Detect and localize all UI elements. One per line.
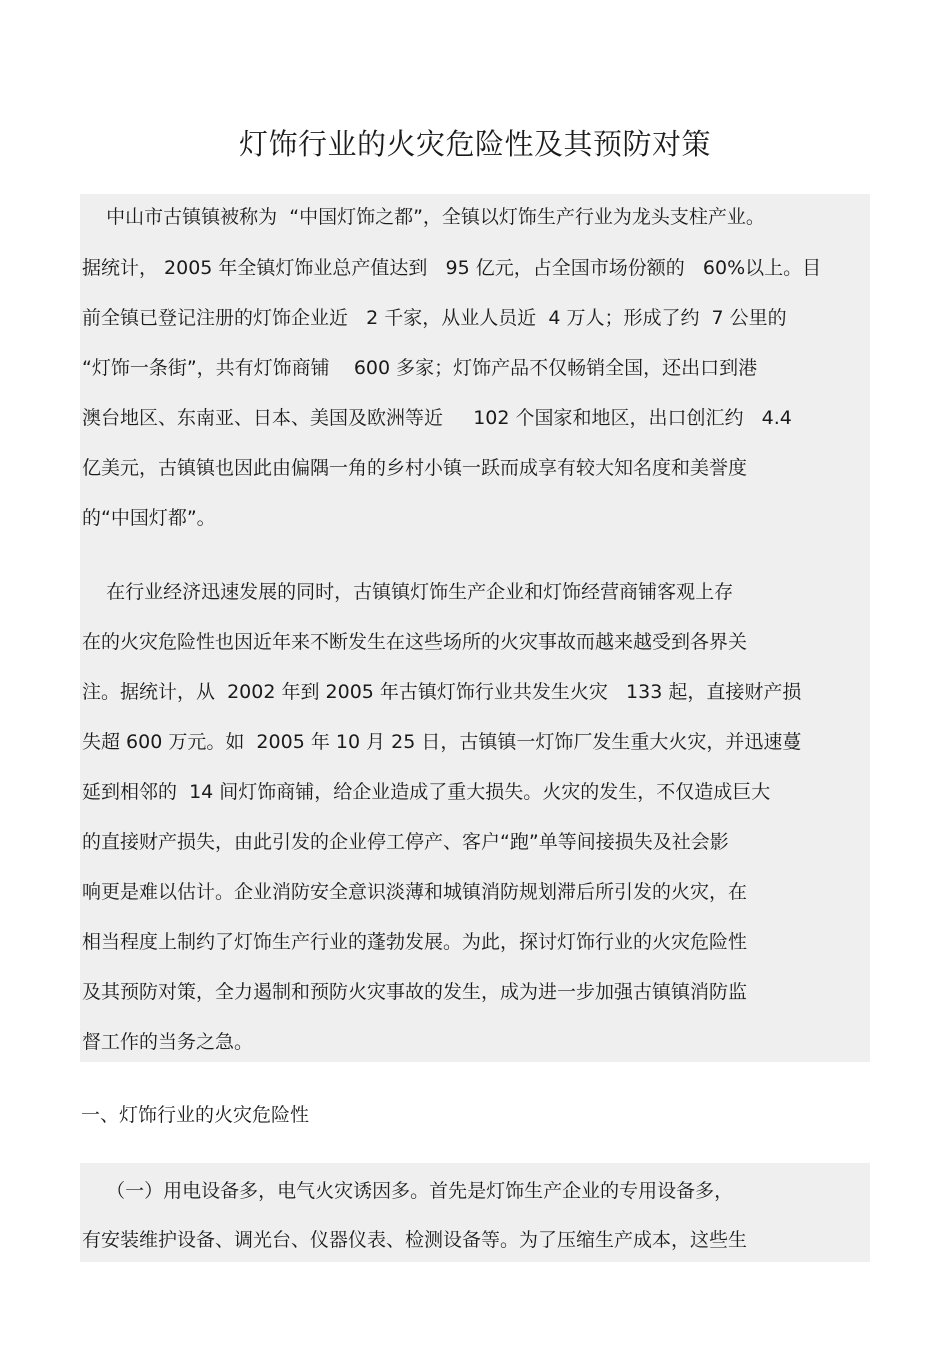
paragraph-line: 相当程度上制约了灯饰生产行业的蓬勃发展。为此，探讨灯饰行业的火灾危险性 <box>82 931 748 953</box>
paragraph-line: 中山市古镇镇被称为 “中国灯饰之都”，全镇以灯饰生产行业为龙头支柱产业。 <box>82 206 765 228</box>
paragraph-line: 有安装维护设备、调光台、仪器仪表、检测设备等。为了压缩生产成本，这些生 <box>82 1229 748 1251</box>
paragraph-line: 延到相邻的 14 间灯饰商铺，给企业造成了重大损失。火灾的发生，不仅造成巨大 <box>82 781 771 803</box>
intro-block <box>80 194 870 1062</box>
paragraph-line: 澳台地区、东南亚、日本、美国及欧洲等近 102 个国家和地区，出口创汇约 4.4 <box>82 407 792 429</box>
paragraph-line: 前全镇已登记注册的灯饰企业近 2 千家，从业人员近 4 万人；形成了约 7 公里的 <box>82 307 787 329</box>
paragraph-line: 失超 600 万元。如 2005 年 10 月 25 日，古镇镇一灯饰厂发生重大火灾，并迅速蔓 <box>82 731 802 753</box>
paragraph-line: 督工作的当务之急。 <box>82 1031 254 1053</box>
paragraph-line: 在的火灾危险性也因近年来不断发生在这些场所的火灾事故而越来越受到各界关 <box>82 631 748 653</box>
paragraph-line: 及其预防对策，全力遏制和预防火灾事故的发生，成为进一步加强古镇镇消防监 <box>82 981 748 1003</box>
paragraph-line: 据统计， 2005 年全镇灯饰业总产值达到 95 亿元，占全国市场份额的 60%以上。目 <box>82 257 822 279</box>
document-title: 灯饰行业的火灾危险性及其预防对策 <box>238 127 711 161</box>
section-block <box>80 1163 870 1262</box>
section-heading: 一、灯饰行业的火灾危险性 <box>81 1104 310 1126</box>
paragraph-line: 的“中国灯都”。 <box>82 507 216 529</box>
paragraph-line: 亿美元，古镇镇也因此由偏隅一角的乡村小镇一跃而成享有较大知名度和美誉度 <box>82 457 748 479</box>
paragraph-line: （一）用电设备多，电气火灾诱因多。首先是灯饰生产企业的专用设备多， <box>82 1180 734 1202</box>
paragraph-line: 在行业经济迅速发展的同时，古镇镇灯饰生产企业和灯饰经营商铺客观上存 <box>82 581 734 603</box>
paragraph-line: 注。据统计，从 2002 年到 2005 年古镇灯饰行业共发生火灾 133 起，直接财产损 <box>82 681 802 703</box>
paragraph-line: 响更是难以估计。企业消防安全意识淡薄和城镇消防规划滞后所引发的火灾，在 <box>82 881 748 903</box>
paragraph-line: 的直接财产损失，由此引发的企业停工停产、客户“跑”单等间接损失及社会影 <box>82 831 729 853</box>
paragraph-line: “灯饰一条街”，共有灯饰商铺 600 多家；灯饰产品不仅畅销全国，还出口到港 <box>82 357 758 379</box>
